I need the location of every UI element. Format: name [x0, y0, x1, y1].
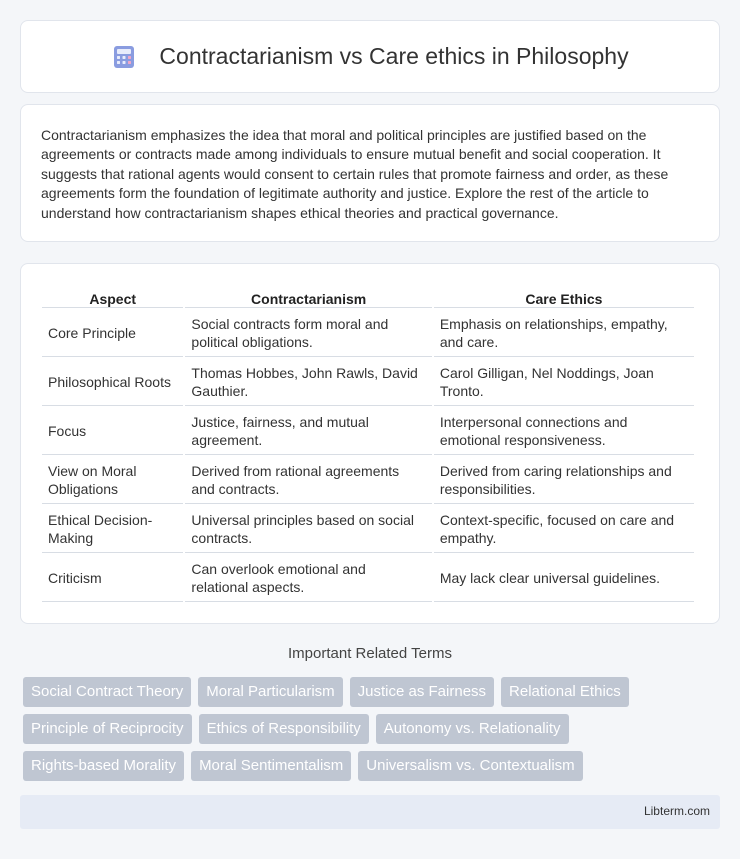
related-term-tag[interactable]: Autonomy vs. Relationality	[376, 714, 569, 744]
related-terms-row	[23, 751, 723, 781]
column-header-contractarianism: Contractarianism	[185, 286, 431, 308]
table-row	[42, 310, 694, 357]
comparison-table-card	[20, 263, 720, 624]
related-term-tag[interactable]: Relational Ethics	[501, 677, 629, 707]
comparison-table	[40, 284, 696, 604]
calculator-icon	[111, 44, 137, 70]
related-terms-heading: Important Related Terms	[288, 645, 452, 662]
table-cell-contractarianism: Universal principles based on social contracts.	[185, 506, 431, 553]
table-cell-care-ethics: May lack clear universal guidelines.	[434, 555, 694, 602]
intro-text: Contractarianism emphasizes the idea that moral and political principles are justified based on the agreements or contracts made among individuals to ensure mutual benefit and social cooperation. It suggests that rational agents would consent to certain rules that promote fairness and order, as these agreements form the foundation of legitimate authority and justice. Explore the rest of the article to understand how contractarianism shapes ethical theories and practical governance.	[41, 127, 669, 221]
related-term-tag[interactable]: Justice as Fairness	[350, 677, 494, 707]
related-term-tag[interactable]: Moral Particularism	[198, 677, 342, 707]
related-term-tag[interactable]: Principle of Reciprocity	[23, 714, 192, 744]
table-cell-care-ethics: Interpersonal connections and emotional responsiveness.	[434, 408, 694, 455]
related-term-tag[interactable]: Ethics of Responsibility	[199, 714, 369, 744]
related-term-tag[interactable]: Rights-based Morality	[23, 751, 184, 781]
table-row	[42, 555, 694, 602]
header-card	[20, 20, 720, 93]
related-terms-row	[23, 677, 723, 707]
footer-brand-link[interactable]: Libterm.com	[643, 804, 710, 818]
table-cell-care-ethics: Context-specific, focused on care and empathy.	[434, 506, 694, 553]
table-row	[42, 506, 694, 553]
table-cell-aspect: Criticism	[42, 555, 183, 602]
related-term-tag[interactable]: Social Contract Theory	[23, 677, 191, 707]
table-cell-aspect: Core Principle	[42, 310, 183, 357]
related-term-tag[interactable]: Moral Sentimentalism	[191, 751, 351, 781]
table-cell-aspect: View on Moral Obligations	[42, 457, 183, 504]
table-header-row	[42, 286, 694, 308]
table-cell-care-ethics: Derived from caring relationships and responsibilities.	[434, 457, 694, 504]
table-row	[42, 408, 694, 455]
related-terms-row	[23, 714, 723, 744]
table-row	[42, 359, 694, 406]
table-cell-aspect: Philosophical Roots	[42, 359, 183, 406]
intro-card	[20, 104, 720, 242]
table-cell-contractarianism: Derived from rational agreements and contracts.	[185, 457, 431, 504]
table-cell-contractarianism: Social contracts form moral and political obligations.	[185, 310, 431, 357]
table-cell-care-ethics: Carol Gilligan, Nel Noddings, Joan Tronto.	[434, 359, 694, 406]
table-cell-care-ethics: Emphasis on relationships, empathy, and care.	[434, 310, 694, 357]
column-header-aspect: Aspect	[42, 286, 183, 308]
page-title: Contractarianism vs Care ethics in Philosophy	[159, 43, 629, 69]
related-terms-list	[23, 677, 723, 788]
table-cell-aspect: Focus	[42, 408, 183, 455]
footer	[20, 795, 720, 829]
column-header-care-ethics: Care Ethics	[434, 286, 694, 308]
related-term-tag[interactable]: Universalism vs. Contextualism	[358, 751, 582, 781]
table-cell-contractarianism: Can overlook emotional and relational aspects.	[185, 555, 431, 602]
table-row	[42, 457, 694, 504]
table-cell-contractarianism: Thomas Hobbes, John Rawls, David Gauthier.	[185, 359, 431, 406]
table-cell-aspect: Ethical Decision-Making	[42, 506, 183, 553]
table-cell-contractarianism: Justice, fairness, and mutual agreement.	[185, 408, 431, 455]
